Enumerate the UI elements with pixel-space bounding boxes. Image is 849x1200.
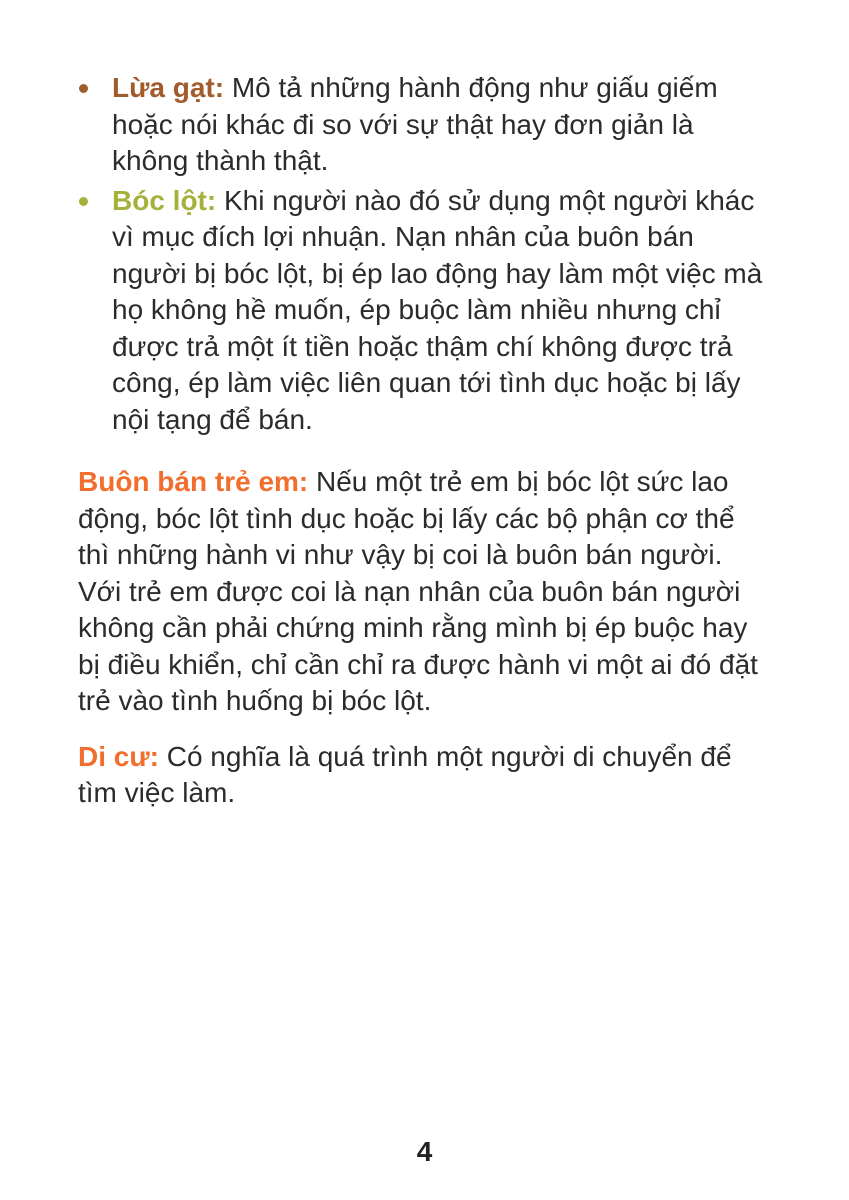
term-definition: Mô tả những hành động như giấu giếm hoặc nói khác đi so với sự thật hay đơn giản là không thành thật.	[112, 72, 718, 176]
list-item-boc-lot	[78, 183, 773, 439]
paragraph-buon-ban-tre-em	[78, 464, 773, 720]
paragraph-di-cu	[78, 739, 773, 812]
term-definition: Có nghĩa là quá trình một người di chuyển để tìm việc làm.	[78, 740, 732, 808]
term-definition: Khi người nào đó sử dụng một người khác vì mục đích lợi nhuận. Nạn nhân của buôn bán người bị bóc lột, bị ép lao động hay làm một việc mà họ không hề muốn, ép buộc làm nhiều nhưng chỉ được trả một ít tiền hoặc thậm chí không được trả công, ép làm việc liên quan tới tình dục hoặc bị lấy nội tạng để bán.	[112, 184, 763, 435]
term-label: Bóc lột:	[112, 184, 217, 216]
term-label: Buôn bán trẻ em:	[78, 466, 309, 497]
page-number: 4	[416, 1136, 433, 1167]
term-label: Lừa gạt:	[112, 72, 225, 103]
bullet-icon	[79, 197, 88, 206]
term-label: Di cư:	[78, 740, 159, 772]
term-definition: Nếu một trẻ em bị bóc lột sức lao động, bóc lột tình dục hoặc bị lấy các bộ phận cơ thể thì những hành vi như vậy bị coi là buôn bán người. Với trẻ em được coi là nạn nhân của buôn bán người không cần phải chứng minh rằng mình bị ép buộc hay bị điều khiển, chỉ cần chỉ ra được hành vi một ai đó đặt trẻ vào tình huống bị bóc lột.	[78, 466, 758, 716]
page-content	[78, 70, 773, 831]
bullet-icon	[79, 84, 88, 93]
definition-list	[78, 70, 773, 438]
list-item-lua-gat	[78, 70, 773, 180]
